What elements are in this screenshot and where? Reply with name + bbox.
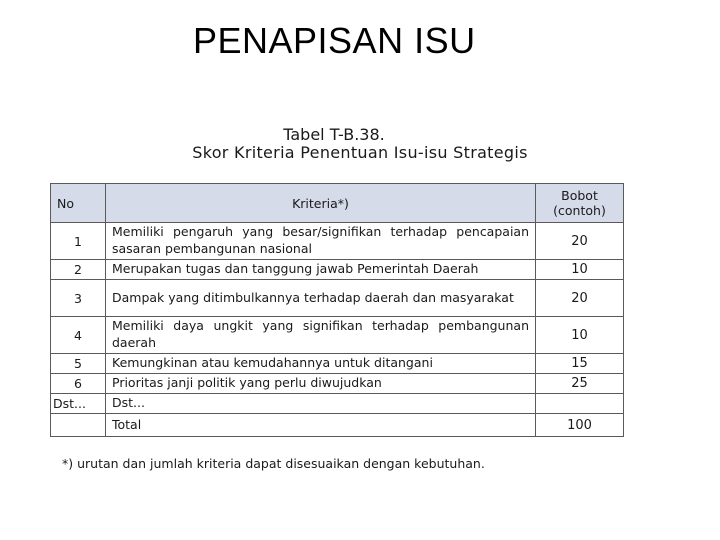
table-footnote: *) urutan dan jumlah kriteria dapat disesuaikan dengan kebutuhan.: [62, 456, 485, 471]
row-no: 4: [51, 317, 106, 354]
row-no: 2: [51, 260, 106, 280]
row-bobot: 25: [536, 374, 624, 394]
table-row: [51, 374, 624, 394]
row-bobot: 10: [536, 317, 624, 354]
header-no: No: [51, 184, 106, 223]
total-bobot: 100: [536, 414, 624, 437]
row-no: 1: [51, 223, 106, 260]
table-total-row: [51, 414, 624, 437]
row-no: 5: [51, 354, 106, 374]
header-bobot-line1: Bobot: [561, 188, 598, 203]
table-row: [51, 317, 624, 354]
slide-title: PENAPISAN ISU: [193, 20, 476, 61]
table-caption-number: Tabel T-B.38.: [283, 125, 385, 144]
table-header-row: [51, 184, 624, 223]
row-bobot: 20: [536, 280, 624, 317]
table-row: [51, 394, 624, 414]
header-bobot: [536, 184, 624, 223]
criteria-table: [50, 183, 624, 437]
row-no: 6: [51, 374, 106, 394]
table-caption-title: Skor Kriteria Penentuan Isu-isu Strategis: [192, 143, 528, 163]
row-bobot: 10: [536, 260, 624, 280]
table-row: [51, 280, 624, 317]
table-row: [51, 354, 624, 374]
row-kriteria: Kemungkinan atau kemudahannya untuk ditangani: [106, 354, 536, 374]
table-caption: [100, 126, 620, 163]
row-kriteria: Prioritas janji politik yang perlu diwujudkan: [106, 374, 536, 394]
row-no: 3: [51, 280, 106, 317]
row-bobot: [536, 394, 624, 414]
row-kriteria: Dst...: [106, 394, 536, 414]
header-bobot-line2: (contoh): [553, 203, 606, 218]
total-no-cell: [51, 414, 106, 437]
row-bobot: 20: [536, 223, 624, 260]
row-no: Dst...: [51, 394, 106, 414]
header-kriteria: Kriteria*): [106, 184, 536, 223]
row-bobot: 15: [536, 354, 624, 374]
table-row: [51, 260, 624, 280]
row-kriteria: Dampak yang ditimbulkannya terhadap daerah dan masyarakat: [106, 280, 536, 317]
row-kriteria: Memiliki pengaruh yang besar/signifikan terhadap pencapaian sasaran pembangunan nasional: [106, 223, 536, 260]
table-row: [51, 223, 624, 260]
total-label: Total: [106, 414, 536, 437]
row-kriteria: Memiliki daya ungkit yang signifikan terhadap pembangunan daerah: [106, 317, 536, 354]
row-kriteria: Merupakan tugas dan tanggung jawab Pemerintah Daerah: [106, 260, 536, 280]
